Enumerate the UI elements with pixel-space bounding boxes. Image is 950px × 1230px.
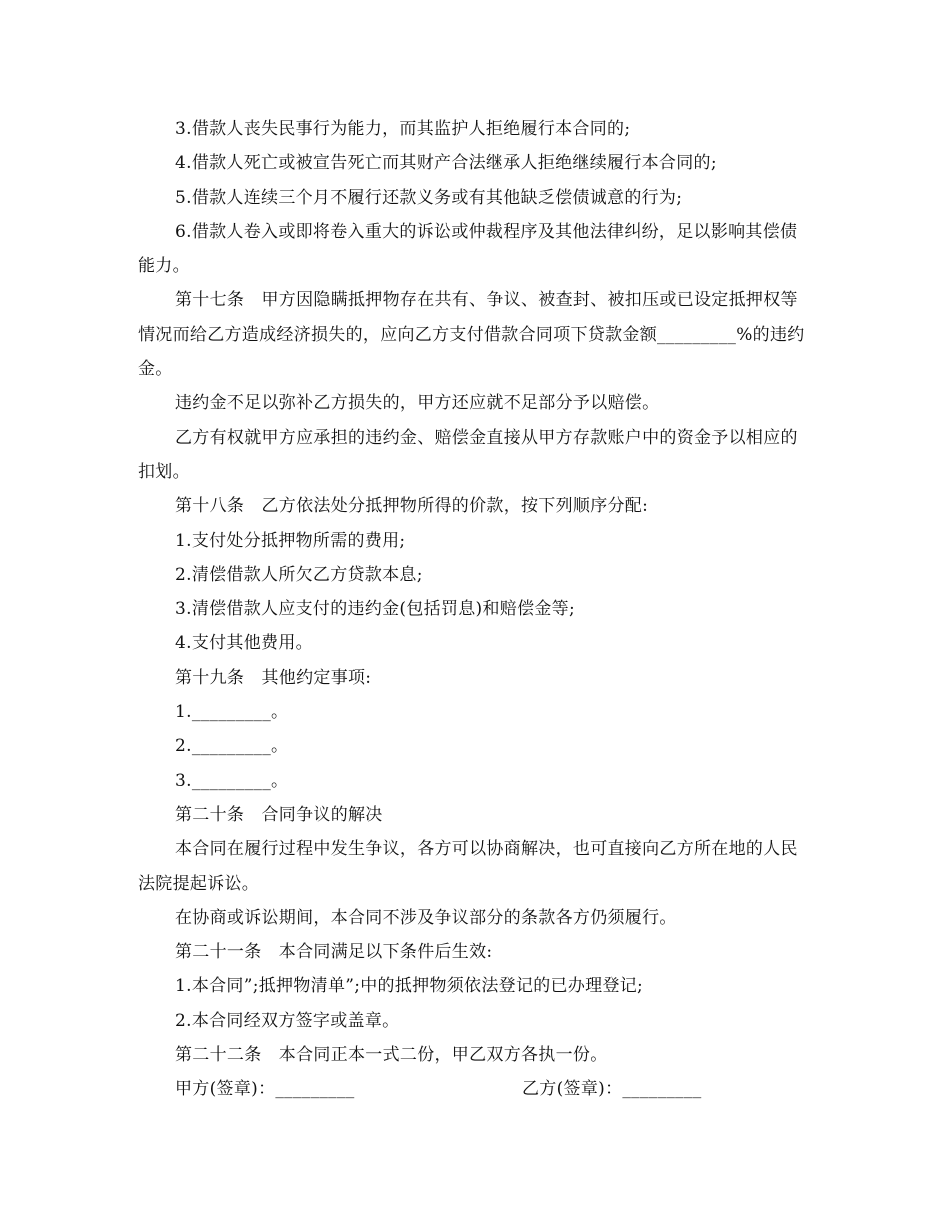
blank-item: 1._________。 bbox=[175, 702, 289, 723]
paragraph-item-5: 5.借款人连续三个月不履行还款义务或有其他缺乏偿债诚意的行为; bbox=[175, 187, 683, 208]
paragraph-deduction: 乙方有权就甲方应承担的违约金、赔偿金直接从甲方存款账户中的资金予以相应的扣划。 bbox=[138, 427, 798, 482]
party-b-signature: 乙方(签章)：_________ bbox=[522, 1079, 702, 1100]
list-item: 4.支付其他费用。 bbox=[175, 633, 313, 654]
paragraph-dispute-period: 在协商或诉讼期间，本合同不涉及争议部分的条款各方仍须履行。 bbox=[175, 907, 677, 928]
paragraph-item-4: 4.借款人死亡或被宣告死亡而其财产合法继承人拒绝继续履行本合同的; bbox=[175, 153, 717, 174]
blank-item: 2._________。 bbox=[175, 736, 289, 757]
blank-item: 3._________。 bbox=[175, 770, 289, 791]
list-item: 2.清偿借款人所欠乙方贷款本息; bbox=[175, 564, 423, 585]
document-body bbox=[138, 112, 813, 1106]
paragraph-item-6: 6.借款人卷入或即将卷入重大的诉讼或仲裁程序及其他法律纠纷，足以影响其偿债能力。 bbox=[138, 221, 798, 277]
signature-row bbox=[138, 1072, 813, 1106]
paragraph-item-3: 3.借款人丧失民事行为能力，而其监护人拒绝履行本合同的; bbox=[175, 119, 631, 139]
paragraph-compensation: 违约金不足以弥补乙方损失的，甲方还应就不足部分予以赔偿。 bbox=[175, 393, 660, 414]
article-17: 第十七条 甲方因隐瞒抵押物存在共有、争议、被查封、被扣压或已设定抵押权等情况而给乙方造成经济损失的，应向乙方支付借款合同项下贷款金额_________%的违约金。 bbox=[138, 290, 805, 380]
article-18: 第十八条 乙方依法处分抵押物所得的价款，按下列顺序分配: bbox=[175, 496, 649, 517]
list-item: 1.本合同”;抵押物清单”;中的抵押物须依法登记的已办理登记; bbox=[175, 976, 644, 997]
article-22: 第二十二条 本合同正本一式二份，甲乙双方各执一份。 bbox=[175, 1045, 608, 1066]
list-item: 1.支付处分抵押物所需的费用; bbox=[175, 530, 406, 551]
list-item: 2.本合同经双方签字或盖章。 bbox=[175, 1010, 400, 1031]
article-19: 第十九条 其他约定事项: bbox=[175, 667, 372, 688]
article-21: 第二十一条 本合同满足以下条件后生效: bbox=[175, 942, 493, 963]
list-item: 3.清偿借款人应支付的违约金(包括罚息)和赔偿金等; bbox=[175, 599, 576, 620]
paragraph-dispute: 本合同在履行过程中发生争议，各方可以协商解决，也可直接向乙方所在地的人民法院提起诉讼。 bbox=[138, 839, 798, 894]
article-20: 第二十条 合同争议的解决 bbox=[175, 804, 383, 825]
party-a-signature: 甲方(签章)：_________ bbox=[175, 1079, 355, 1100]
